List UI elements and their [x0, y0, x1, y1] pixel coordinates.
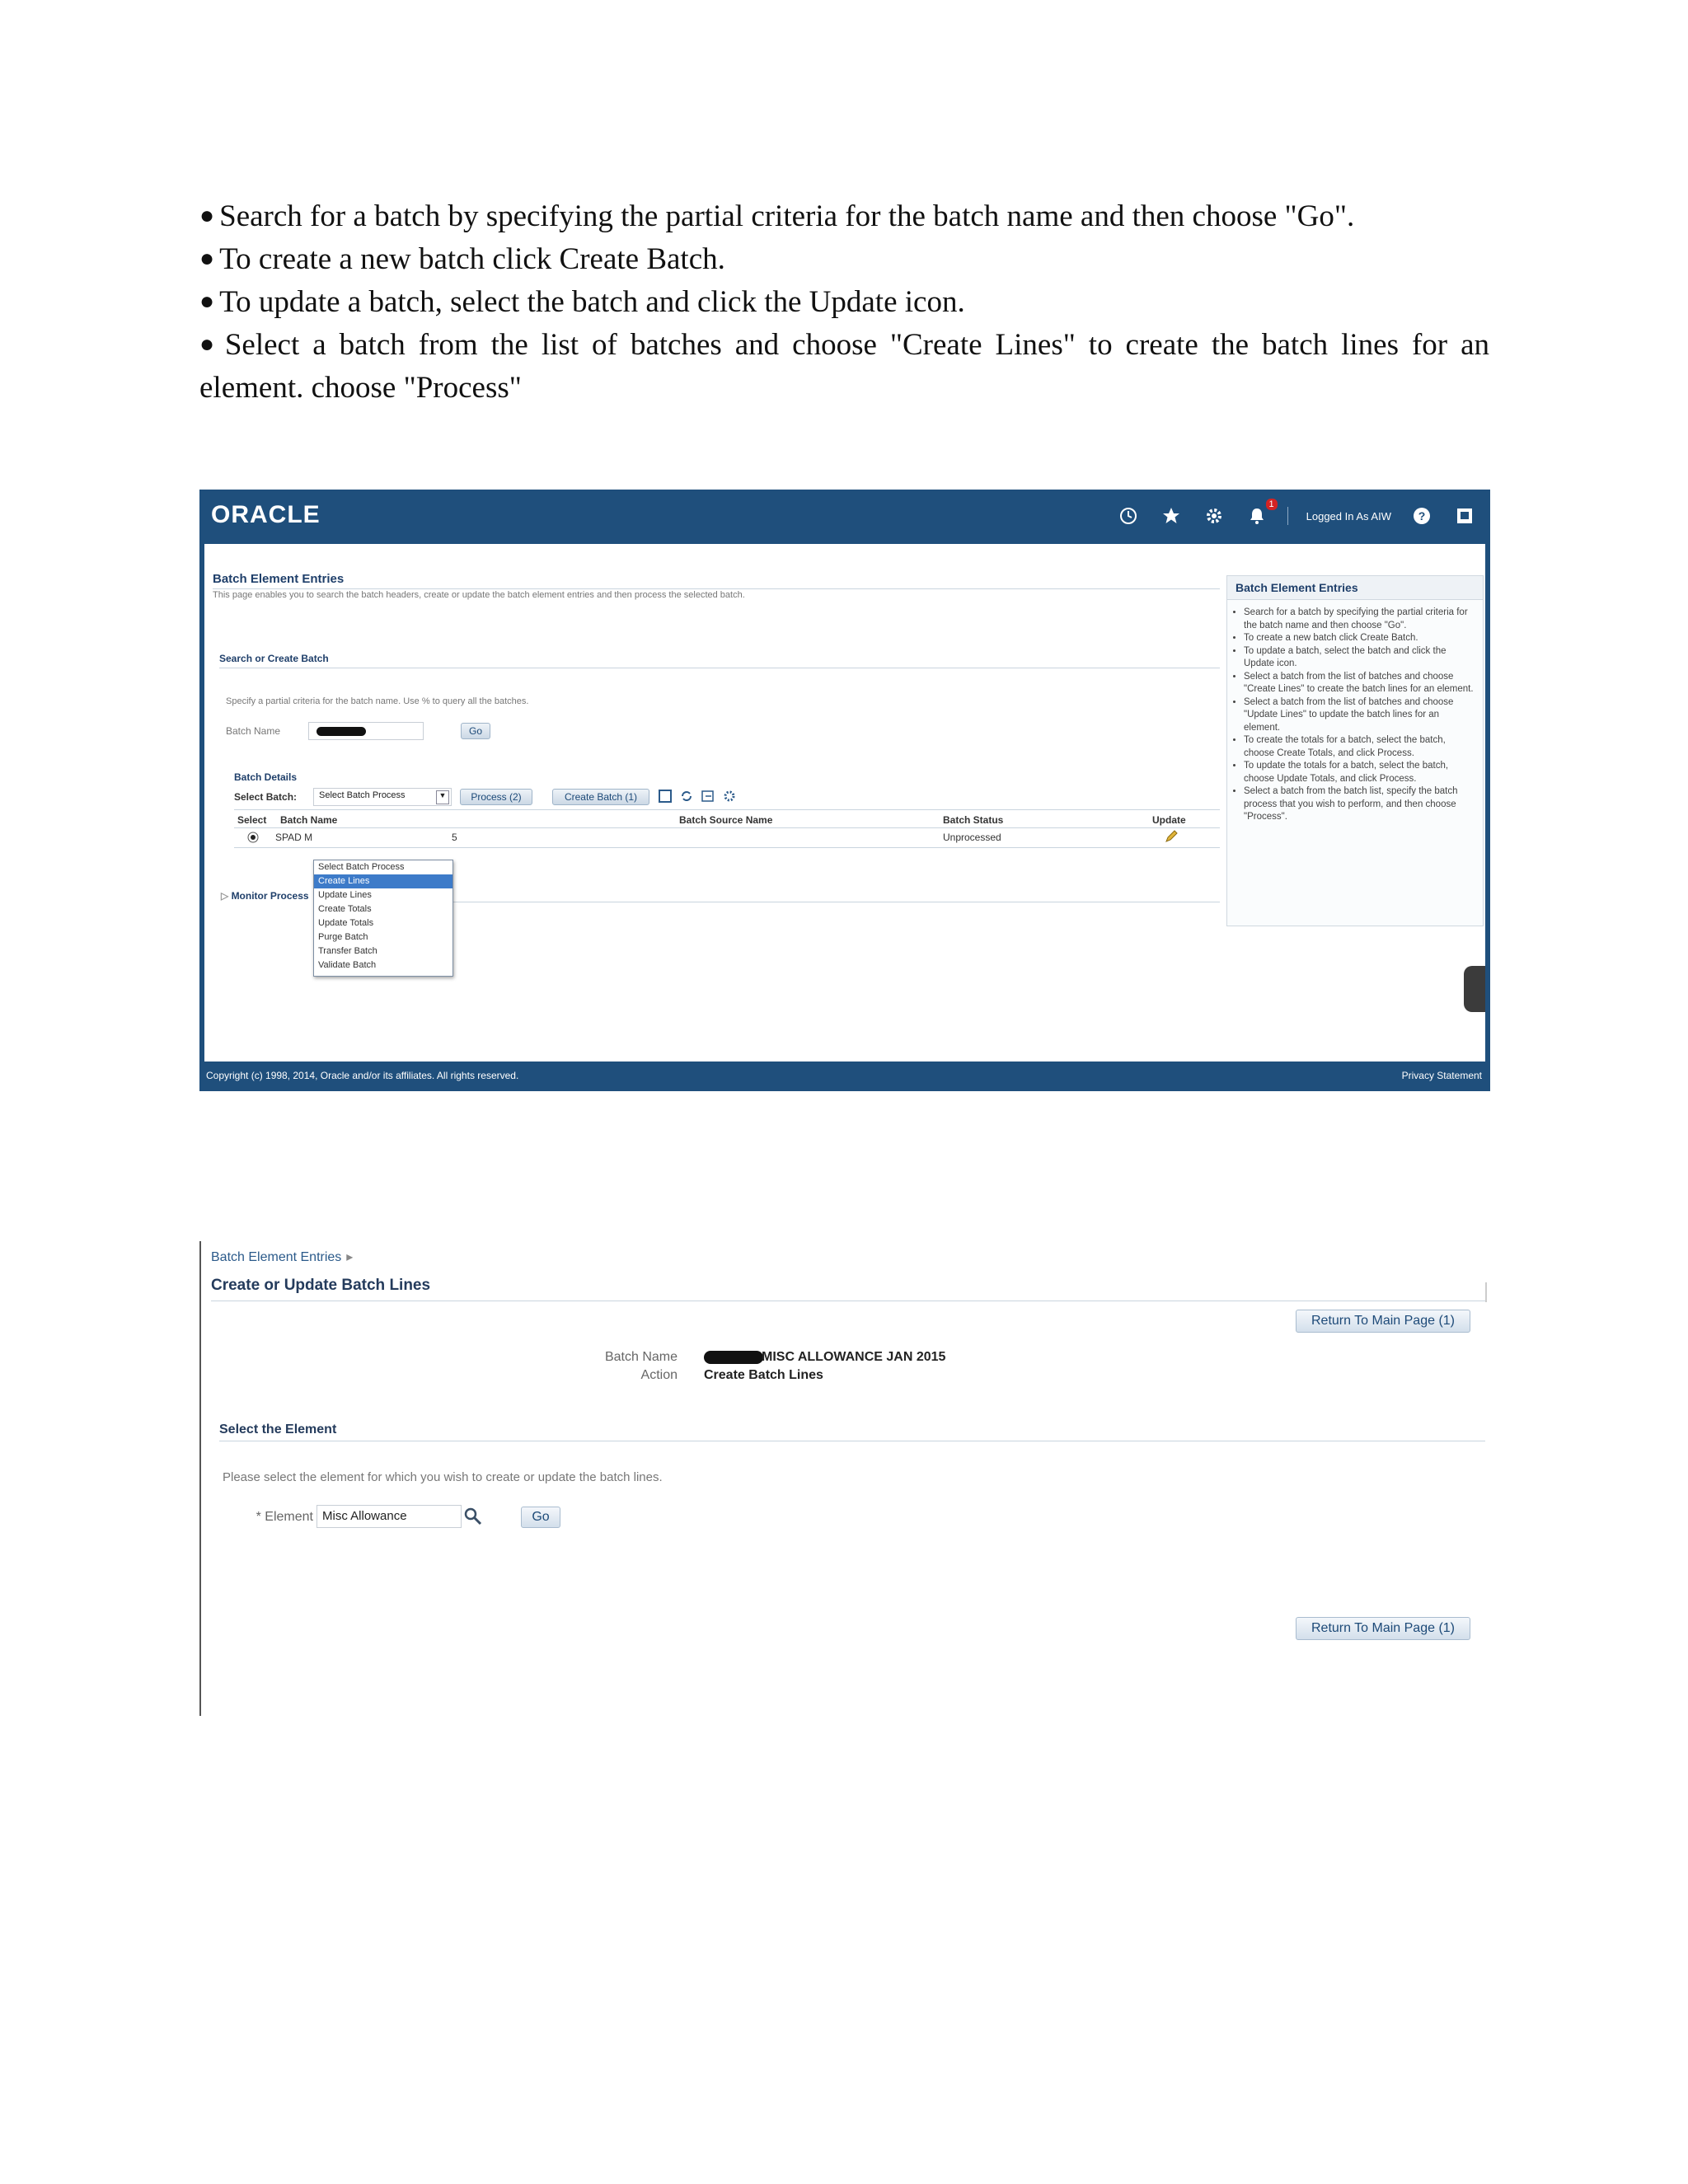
help-item: • To create a new batch click Create Batch.: [1244, 632, 1478, 645]
divider: [1287, 507, 1288, 525]
element-label: * Element: [256, 1510, 313, 1524]
page-description: This page enables you to search the batch headers, create or update the batch element entries and then process the selected batch.: [213, 590, 745, 600]
dropdown-option[interactable]: Select Batch Process: [318, 862, 405, 872]
svg-text:?: ?: [1418, 509, 1426, 523]
help-item: • To update a batch, select the batch and click the Update icon.: [1244, 645, 1478, 671]
batch-process-dropdown: [313, 860, 453, 977]
refresh-icon[interactable]: [679, 789, 694, 804]
privacy-link[interactable]: Privacy Statement: [1401, 1070, 1482, 1081]
top-bar: [199, 490, 1490, 544]
page-content: [204, 544, 1485, 1062]
dropdown-option[interactable]: Transfer Batch: [318, 946, 377, 956]
process-button[interactable]: Process (2): [460, 789, 532, 805]
action-value: Create Batch Lines: [704, 1368, 823, 1382]
chevron-right-icon: ▸: [346, 1250, 354, 1264]
help-item: • Select a batch from the list of batches and choose "Create Lines" to create the batch lines for an element.: [1244, 671, 1478, 696]
column-header-source[interactable]: Batch Source Name: [679, 814, 773, 826]
oracle-logo: ORACLE: [211, 501, 321, 528]
instruction-item: ● Select a batch from the list of batches and choose "Create Lines" to create the batch lines for an element. choose "Process": [199, 328, 1490, 405]
batch-name-suffix: 5: [452, 832, 457, 843]
help-panel: [1226, 575, 1484, 926]
star-icon[interactable]: [1159, 504, 1184, 528]
batch-process-select[interactable]: Select Batch Process ▼: [313, 788, 452, 806]
footer: [199, 1062, 1490, 1091]
search-icon[interactable]: [463, 1507, 483, 1526]
divider: [1485, 1282, 1487, 1302]
logged-in-label: Logged In As AIW: [1306, 509, 1391, 523]
instruction-item: ● Search for a batch by specifying the partial criteria for the batch name and then choose "Go".: [199, 199, 1355, 233]
search-hint: Specify a partial criteria for the batch name. Use % to query all the batches.: [226, 696, 529, 706]
divider: [234, 847, 1220, 848]
batch-name-cell: SPAD M: [275, 832, 313, 843]
batch-details-title: Batch Details: [234, 771, 298, 783]
copyright: Copyright (c) 1998, 2014, Oracle and/or its affiliates. All rights reserved.: [206, 1070, 519, 1081]
help-panel-title: Batch Element Entries: [1227, 576, 1483, 600]
divider: [199, 1241, 201, 1716]
action-label: Action: [640, 1368, 678, 1382]
column-header-batch-name[interactable]: Batch Name: [280, 814, 338, 826]
return-main-button-top[interactable]: Return To Main Page (1): [1296, 1310, 1470, 1333]
window-icon[interactable]: [1452, 504, 1477, 528]
select-element-note: Please select the element for which you wish to create or update the batch lines.: [223, 1470, 663, 1484]
column-header-status[interactable]: Batch Status: [943, 814, 1004, 826]
gear-icon[interactable]: [1202, 504, 1226, 528]
column-header-update: Update: [1152, 814, 1186, 826]
help-item: • To update the totals for a batch, select the batch, choose Update Totals, and click Process.: [1244, 760, 1478, 785]
page-title: Batch Element Entries: [213, 572, 345, 586]
settings-icon[interactable]: [722, 789, 737, 804]
dropdown-option-selected[interactable]: Create Lines: [314, 874, 452, 888]
search-section-title: Search or Create Batch: [219, 653, 329, 664]
table-toolbar: [658, 789, 737, 804]
breadcrumb[interactable]: Batch Element Entries ▸: [211, 1250, 354, 1264]
divider: [234, 827, 1220, 828]
chevron-down-icon[interactable]: ▼: [436, 790, 449, 804]
toolbar-icons: [1116, 499, 1477, 532]
go-button[interactable]: Go: [521, 1507, 560, 1528]
go-button[interactable]: Go: [461, 723, 490, 739]
pencil-icon[interactable]: [1164, 829, 1179, 844]
clock-icon[interactable]: [1116, 504, 1141, 528]
dropdown-option[interactable]: Update Totals: [318, 918, 374, 928]
instruction-item: ● To update a batch, select the batch and click the Update icon.: [199, 285, 965, 319]
help-icon[interactable]: [1409, 504, 1434, 528]
bell-icon[interactable]: [1245, 499, 1274, 528]
instruction-list: [199, 196, 1489, 409]
dropdown-option[interactable]: Validate Batch: [318, 960, 377, 970]
dropdown-option[interactable]: Create Totals: [318, 904, 372, 914]
batch-name-value: MISC ALLOWANCE JAN 2015: [762, 1350, 946, 1364]
page-title: Create or Update Batch Lines: [211, 1277, 431, 1294]
dropdown-option[interactable]: Update Lines: [318, 890, 372, 900]
help-item: • Select a batch from the batch list, specify the batch process that you wish to perform, and then choose "Process".: [1244, 785, 1478, 824]
create-batch-button[interactable]: Create Batch (1): [552, 789, 649, 805]
column-header-select: Select: [237, 814, 267, 826]
monitor-process-link[interactable]: ▷ Monitor Process: [221, 890, 309, 902]
screenshot-batch-element-entries: [199, 490, 1490, 1091]
chevron-right-icon: ▷: [221, 890, 232, 902]
element-input[interactable]: Misc Allowance: [316, 1505, 462, 1528]
detach-icon[interactable]: [658, 789, 673, 804]
divider: [213, 588, 1220, 589]
notification-badge: 1: [1266, 499, 1278, 510]
help-item: • To create the totals for a batch, select the batch, choose Create Totals, and click Process.: [1244, 734, 1478, 760]
help-list: [1244, 607, 1478, 824]
row-radio[interactable]: [247, 832, 259, 843]
batch-name-label: Batch Name: [226, 725, 281, 737]
export-icon[interactable]: [701, 789, 715, 804]
return-main-button-bottom[interactable]: Return To Main Page (1): [1296, 1617, 1470, 1640]
divider: [234, 809, 1220, 810]
instruction-item: ● To create a new batch click Create Batch.: [199, 242, 725, 276]
dropdown-option[interactable]: Purge Batch: [318, 932, 368, 942]
batch-status-cell: Unprocessed: [943, 832, 1001, 843]
side-scroll-handle[interactable]: [1464, 966, 1485, 1012]
batch-name-label: Batch Name: [604, 1350, 678, 1364]
help-item: • Select a batch from the list of batches and choose "Update Lines" to update the batch lines for an element.: [1244, 696, 1478, 735]
redaction: [316, 727, 366, 736]
screenshot-create-update-batch-lines: [199, 1241, 1490, 1716]
help-item: • Search for a batch by specifying the partial criteria for the batch name and then choose "Go".: [1244, 607, 1478, 632]
select-element-title: Select the Element: [219, 1422, 337, 1436]
select-batch-label: Select Batch:: [234, 791, 298, 803]
redaction: [704, 1351, 763, 1364]
